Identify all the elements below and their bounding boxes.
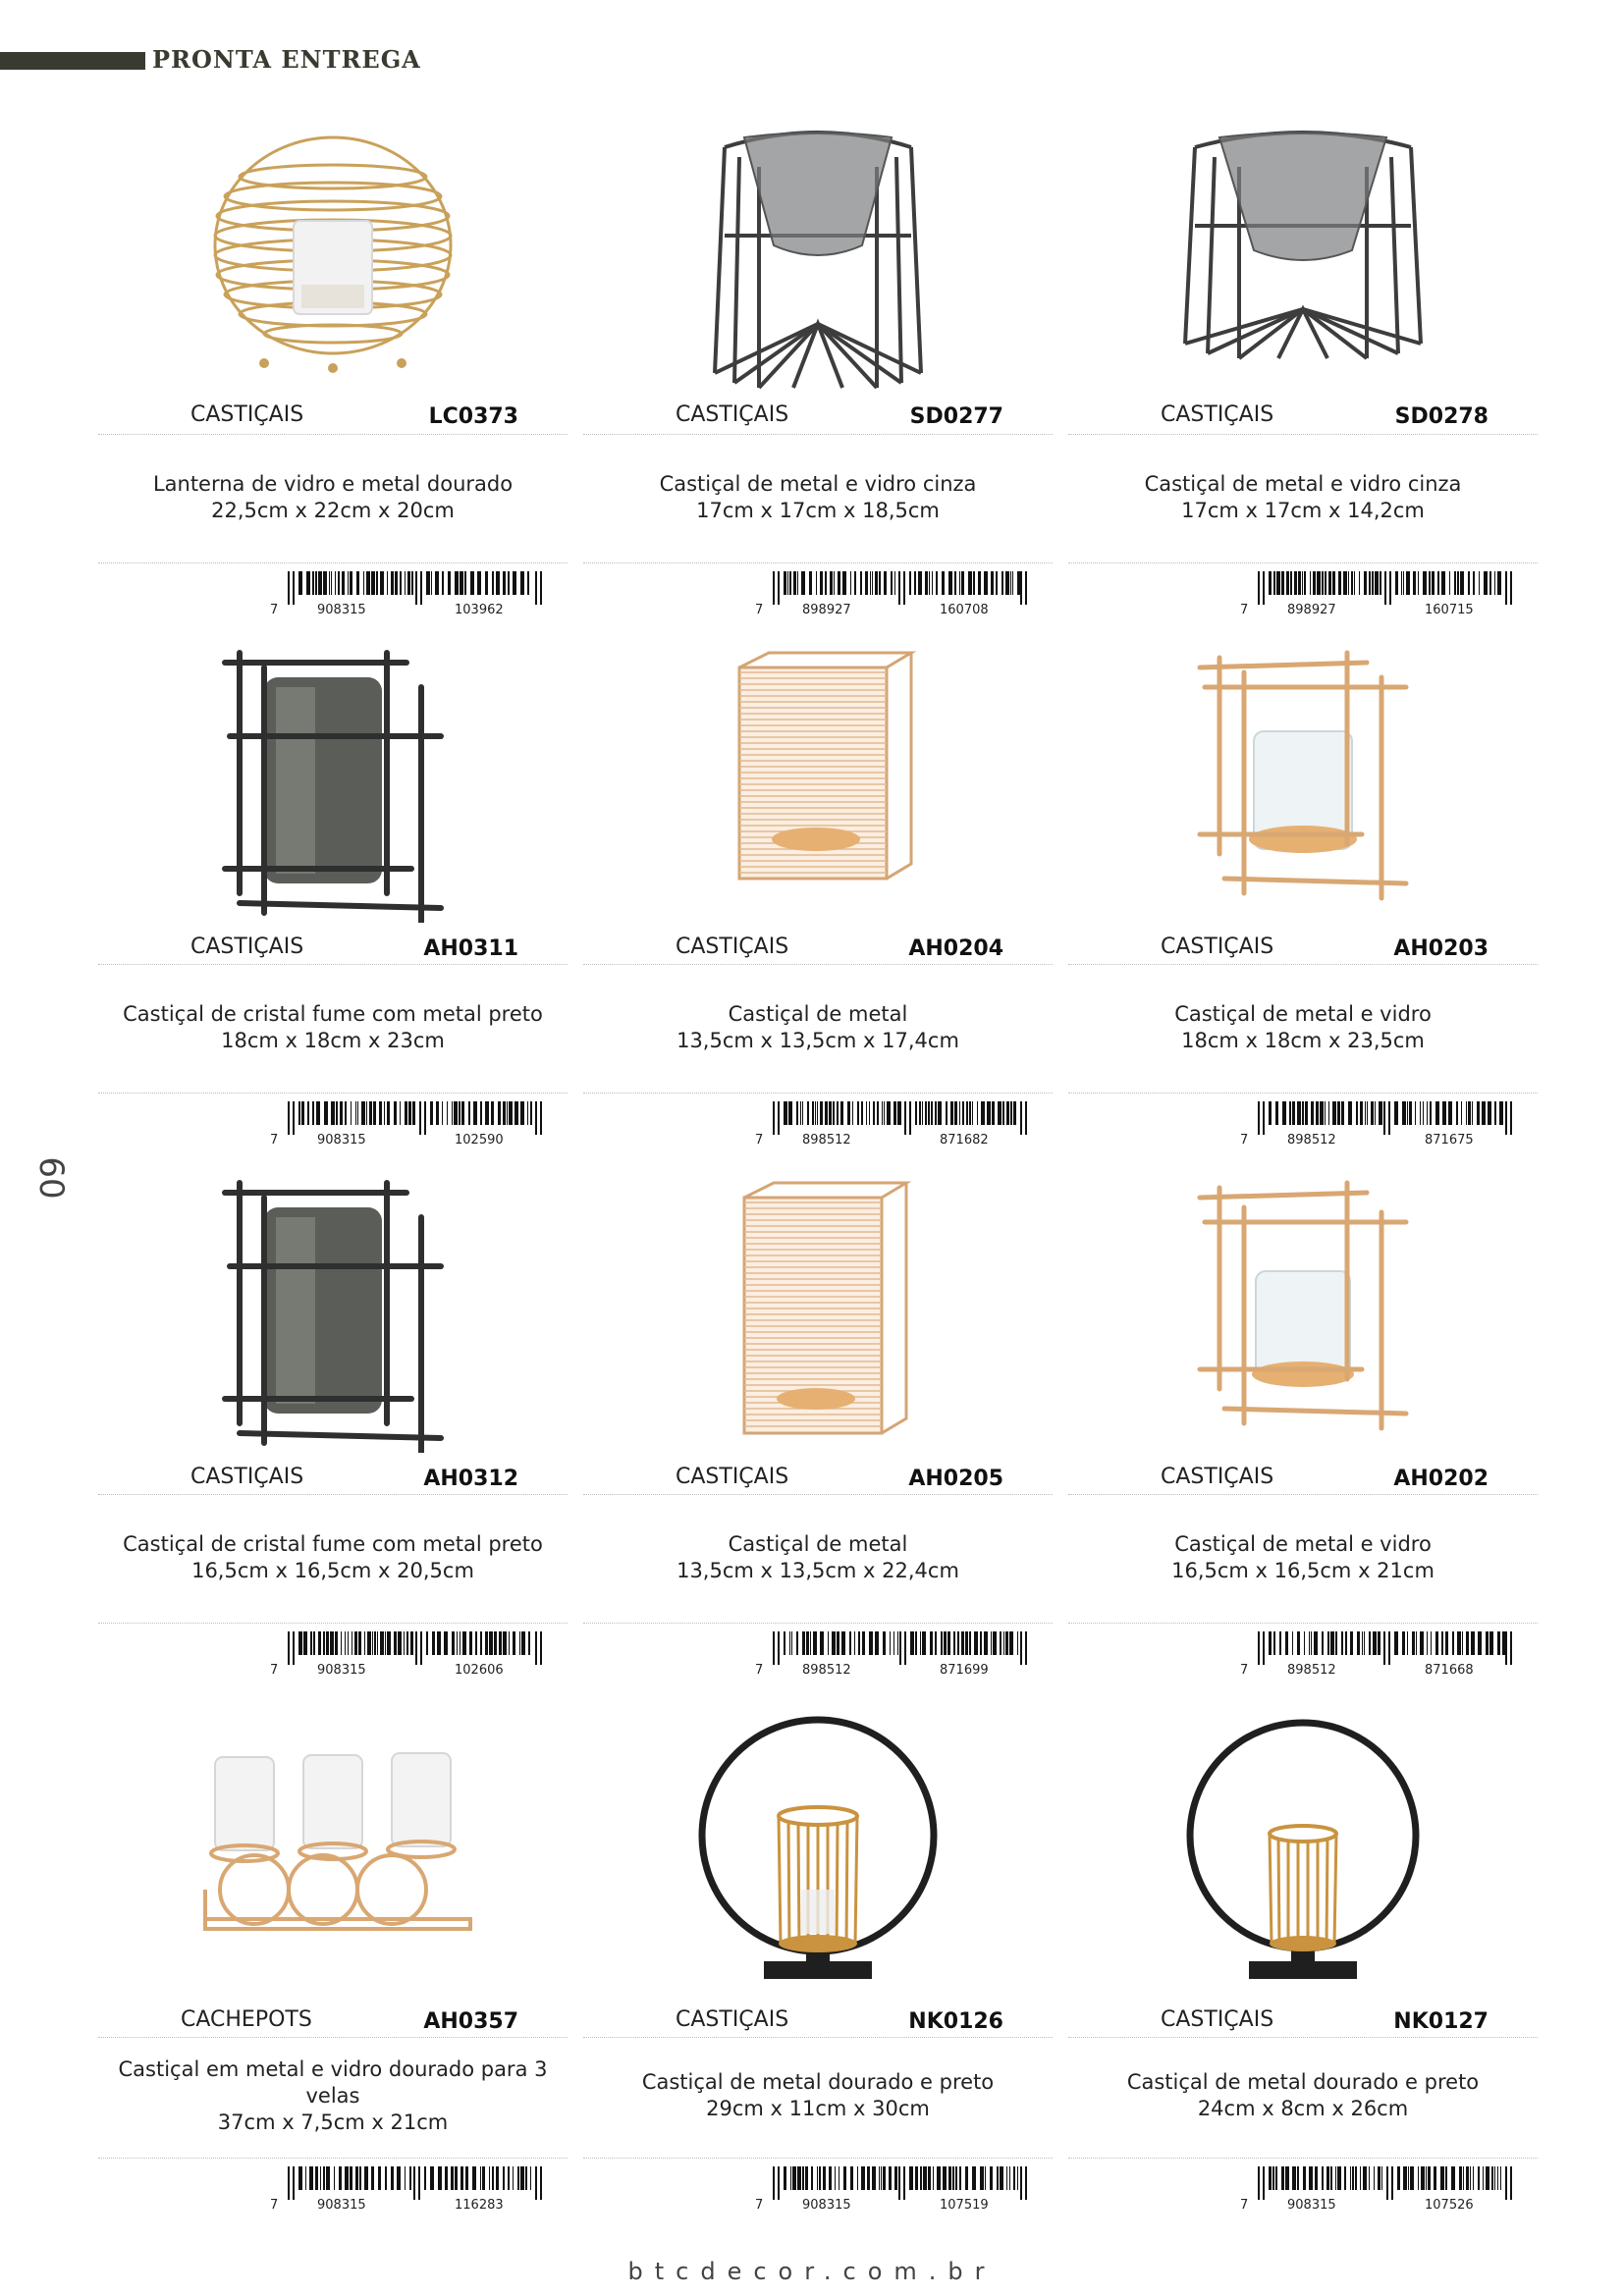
- barcode-left-digits: 898512: [802, 1663, 851, 1678]
- barcode-right-digits: 871682: [940, 1133, 989, 1148]
- product-code: NK0127: [1393, 2009, 1489, 2034]
- barcode-digit: 7: [1240, 2198, 1249, 2213]
- divider: [583, 2037, 1053, 2038]
- description-line: 18cm x 18cm x 23cm: [221, 1029, 445, 1052]
- product-image: [1068, 118, 1538, 407]
- divider: [583, 964, 1053, 965]
- description-line: 16,5cm x 16,5cm x 21cm: [1171, 1559, 1435, 1582]
- divider: [583, 1623, 1053, 1624]
- barcode: [270, 2166, 555, 2217]
- product-description: [1068, 471, 1538, 524]
- product-description: [1068, 2069, 1538, 2122]
- product-description: [98, 1531, 568, 1584]
- barcode: [755, 571, 1040, 622]
- product-image: [583, 1708, 1053, 1998]
- description-line: 37cm x 7,5cm x 21cm: [217, 2110, 449, 2134]
- product-code: SD0278: [1394, 404, 1489, 429]
- barcode: [1240, 1631, 1525, 1682]
- description-line: 13,5cm x 13,5cm x 17,4cm: [677, 1029, 959, 1052]
- product-image: [98, 1178, 568, 1468]
- barcode-left-digits: 908315: [317, 1133, 366, 1148]
- product-category: CASTIÇAIS: [676, 934, 789, 959]
- barcode-bars-icon: [1258, 571, 1515, 605]
- product-category: CACHEPOTS: [181, 2007, 312, 2032]
- divider: [1068, 2037, 1538, 2038]
- divider: [1068, 434, 1538, 435]
- barcode-digit: 7: [755, 603, 764, 617]
- divider: [1068, 1494, 1538, 1495]
- product-category: CASTIÇAIS: [1161, 402, 1274, 427]
- description-line: 17cm x 17cm x 18,5cm: [696, 499, 940, 522]
- description-line: Castiçal de metal dourado e preto: [641, 2070, 995, 2094]
- black-ring-gold-cage-icon: [1180, 1708, 1426, 1993]
- barcode-bars-icon: [288, 1101, 545, 1135]
- barcode: [755, 2166, 1040, 2217]
- barcode: [270, 571, 555, 622]
- barcode-digit: 7: [270, 1663, 279, 1678]
- product-image: [583, 1178, 1053, 1468]
- divider: [98, 1494, 568, 1495]
- barcode-digit: 7: [755, 2198, 764, 2213]
- product-code: AH0357: [423, 2009, 518, 2034]
- product-code: LC0373: [428, 404, 518, 429]
- gold-wire-sphere-lantern-icon: [186, 118, 480, 402]
- product-category: CASTIÇAIS: [1161, 1465, 1274, 1489]
- divider: [98, 1623, 568, 1624]
- product-description: [583, 2069, 1053, 2122]
- barcode-right-digits: 160708: [940, 603, 989, 617]
- divider: [583, 2158, 1053, 2159]
- barcode-right-digits: 102590: [455, 1133, 504, 1148]
- description-line: Castiçal de metal: [728, 1532, 908, 1556]
- divider: [98, 1093, 568, 1094]
- barcode-digit: 7: [1240, 1133, 1249, 1148]
- black-bamboo-frame-smoked-glass-icon: [215, 1178, 451, 1453]
- barcode-digit: 7: [270, 603, 279, 617]
- product-description: [98, 1001, 568, 1054]
- barcode-left-digits: 898927: [802, 603, 851, 617]
- divider: [1068, 1093, 1538, 1094]
- divider: [583, 1093, 1053, 1094]
- header-accent-bar: [0, 52, 145, 70]
- product-code: SD0277: [909, 404, 1003, 429]
- barcode-bars-icon: [1258, 1101, 1515, 1135]
- product-category: CASTIÇAIS: [676, 402, 789, 427]
- description-line: 13,5cm x 13,5cm x 22,4cm: [677, 1559, 959, 1582]
- description-line: 16,5cm x 16,5cm x 20,5cm: [191, 1559, 474, 1582]
- barcode: [270, 1101, 555, 1152]
- barcode: [270, 1631, 555, 1682]
- product-category: CASTIÇAIS: [1161, 2007, 1274, 2032]
- barcode: [1240, 1101, 1525, 1152]
- description-line: 22,5cm x 22cm x 20cm: [211, 499, 455, 522]
- barcode-left-digits: 908315: [317, 2198, 366, 2213]
- description-line: Castiçal de metal e vidro cinza: [659, 472, 977, 496]
- description-line: 18cm x 18cm x 23,5cm: [1181, 1029, 1425, 1052]
- product-category: CASTIÇAIS: [676, 2007, 789, 2032]
- product-image: [583, 648, 1053, 937]
- product-code: AH0311: [423, 936, 518, 961]
- product-description: [98, 471, 568, 524]
- barcode-bars-icon: [773, 571, 1030, 605]
- barcode-right-digits: 871675: [1425, 1133, 1474, 1148]
- barcode-right-digits: 103962: [455, 603, 504, 617]
- barcode-right-digits: 160715: [1425, 603, 1474, 617]
- product-image: [98, 118, 568, 407]
- divider: [1068, 964, 1538, 965]
- gold-bamboo-frame-glass-icon: [1185, 648, 1421, 913]
- barcode-right-digits: 871668: [1425, 1663, 1474, 1678]
- product-code: AH0202: [1393, 1467, 1489, 1491]
- description-line: Castiçal de metal e vidro cinza: [1144, 472, 1462, 496]
- product-code: AH0204: [908, 936, 1003, 961]
- triple-glass-candle-holder-icon: [186, 1708, 480, 1944]
- barcode-bars-icon: [288, 2166, 545, 2200]
- barcode-digit: 7: [270, 1133, 279, 1148]
- product-category: CASTIÇAIS: [190, 402, 304, 427]
- footer-website: btcdecor.com.br: [627, 2258, 997, 2285]
- barcode-right-digits: 871699: [940, 1663, 989, 1678]
- black-wire-stand-with-glass-bowl-icon: [705, 118, 931, 402]
- description-line: Castiçal de cristal fume com metal preto: [123, 1532, 543, 1556]
- divider: [583, 434, 1053, 435]
- barcode-left-digits: 898512: [1287, 1133, 1336, 1148]
- barcode-right-digits: 116283: [455, 2198, 504, 2213]
- barcode-left-digits: 898512: [1287, 1663, 1336, 1678]
- description-line: Castiçal de metal e vidro: [1174, 1532, 1432, 1556]
- barcode-left-digits: 908315: [802, 2198, 851, 2213]
- barcode: [1240, 571, 1525, 622]
- product-category: CASTIÇAIS: [676, 1465, 789, 1489]
- divider: [98, 2158, 568, 2159]
- black-ring-gold-cage-icon: [695, 1708, 941, 1993]
- description-line: 29cm x 11cm x 30cm: [706, 2097, 930, 2120]
- description-line: Castiçal de metal e vidro: [1174, 1002, 1432, 1026]
- barcode-left-digits: 898512: [802, 1133, 851, 1148]
- black-wire-stand-with-glass-bowl-icon: [1180, 118, 1426, 373]
- page-number: 60: [31, 1156, 71, 1200]
- description-line: 24cm x 8cm x 26cm: [1197, 2097, 1409, 2120]
- barcode-digit: 7: [1240, 1663, 1249, 1678]
- product-image: [583, 118, 1053, 407]
- barcode-digit: 7: [270, 2198, 279, 2213]
- product-description: [583, 1001, 1053, 1054]
- barcode-left-digits: 908315: [317, 603, 366, 617]
- barcode-left-digits: 908315: [317, 1663, 366, 1678]
- barcode-left-digits: 898927: [1287, 603, 1336, 617]
- product-category: CASTIÇAIS: [190, 934, 304, 959]
- product-image: [98, 1708, 568, 1998]
- description-line: Castiçal em metal e vidro dourado para 3 velas: [118, 2057, 548, 2108]
- description-line: 17cm x 17cm x 14,2cm: [1181, 499, 1425, 522]
- product-code: NK0126: [908, 2009, 1003, 2034]
- product-description: [1068, 1001, 1538, 1054]
- description-line: Castiçal de metal: [728, 1002, 908, 1026]
- barcode-digit: 7: [1240, 603, 1249, 617]
- divider: [98, 2037, 568, 2038]
- product-description: [98, 2056, 568, 2136]
- divider: [98, 562, 568, 563]
- description-line: Lanterna de vidro e metal dourado: [152, 472, 514, 496]
- divider: [98, 964, 568, 965]
- divider: [583, 1494, 1053, 1495]
- gold-bamboo-frame-glass-icon: [1185, 1178, 1421, 1443]
- barcode-bars-icon: [288, 1631, 545, 1665]
- description-line: Castiçal de metal dourado e preto: [1126, 2070, 1480, 2094]
- product-image: [98, 648, 568, 937]
- product-category: CASTIÇAIS: [1161, 934, 1274, 959]
- product-description: [583, 1531, 1053, 1584]
- barcode-right-digits: 102606: [455, 1663, 504, 1678]
- barcode-bars-icon: [1258, 1631, 1515, 1665]
- barcode-left-digits: 908315: [1287, 2198, 1336, 2213]
- barcode-bars-icon: [773, 2166, 1030, 2200]
- product-code: AH0312: [423, 1467, 518, 1491]
- product-description: [583, 471, 1053, 524]
- gold-striped-box-candle-holder-icon: [710, 648, 926, 903]
- product-category: CASTIÇAIS: [190, 1465, 304, 1489]
- gold-striped-box-candle-holder-icon: [720, 1178, 916, 1453]
- product-image: [1068, 1708, 1538, 1998]
- section-title: PRONTA ENTREGA: [152, 45, 421, 74]
- barcode-digit: 7: [755, 1133, 764, 1148]
- product-image: [1068, 648, 1538, 937]
- barcode-digit: 7: [755, 1663, 764, 1678]
- product-image: [1068, 1178, 1538, 1468]
- black-bamboo-frame-smoked-glass-icon: [215, 648, 451, 923]
- barcode-bars-icon: [773, 1631, 1030, 1665]
- product-code: AH0203: [1393, 936, 1489, 961]
- product-code: AH0205: [908, 1467, 1003, 1491]
- barcode: [1240, 2166, 1525, 2217]
- barcode-right-digits: 107526: [1425, 2198, 1474, 2213]
- product-description: [1068, 1531, 1538, 1584]
- description-line: Castiçal de cristal fume com metal preto: [123, 1002, 543, 1026]
- barcode-bars-icon: [773, 1101, 1030, 1135]
- divider: [1068, 2158, 1538, 2159]
- divider: [98, 434, 568, 435]
- divider: [1068, 562, 1538, 563]
- divider: [1068, 1623, 1538, 1624]
- divider: [583, 562, 1053, 563]
- barcode: [755, 1631, 1040, 1682]
- barcode: [755, 1101, 1040, 1152]
- barcode-right-digits: 107519: [940, 2198, 989, 2213]
- barcode-bars-icon: [288, 571, 545, 605]
- barcode-bars-icon: [1258, 2166, 1515, 2200]
